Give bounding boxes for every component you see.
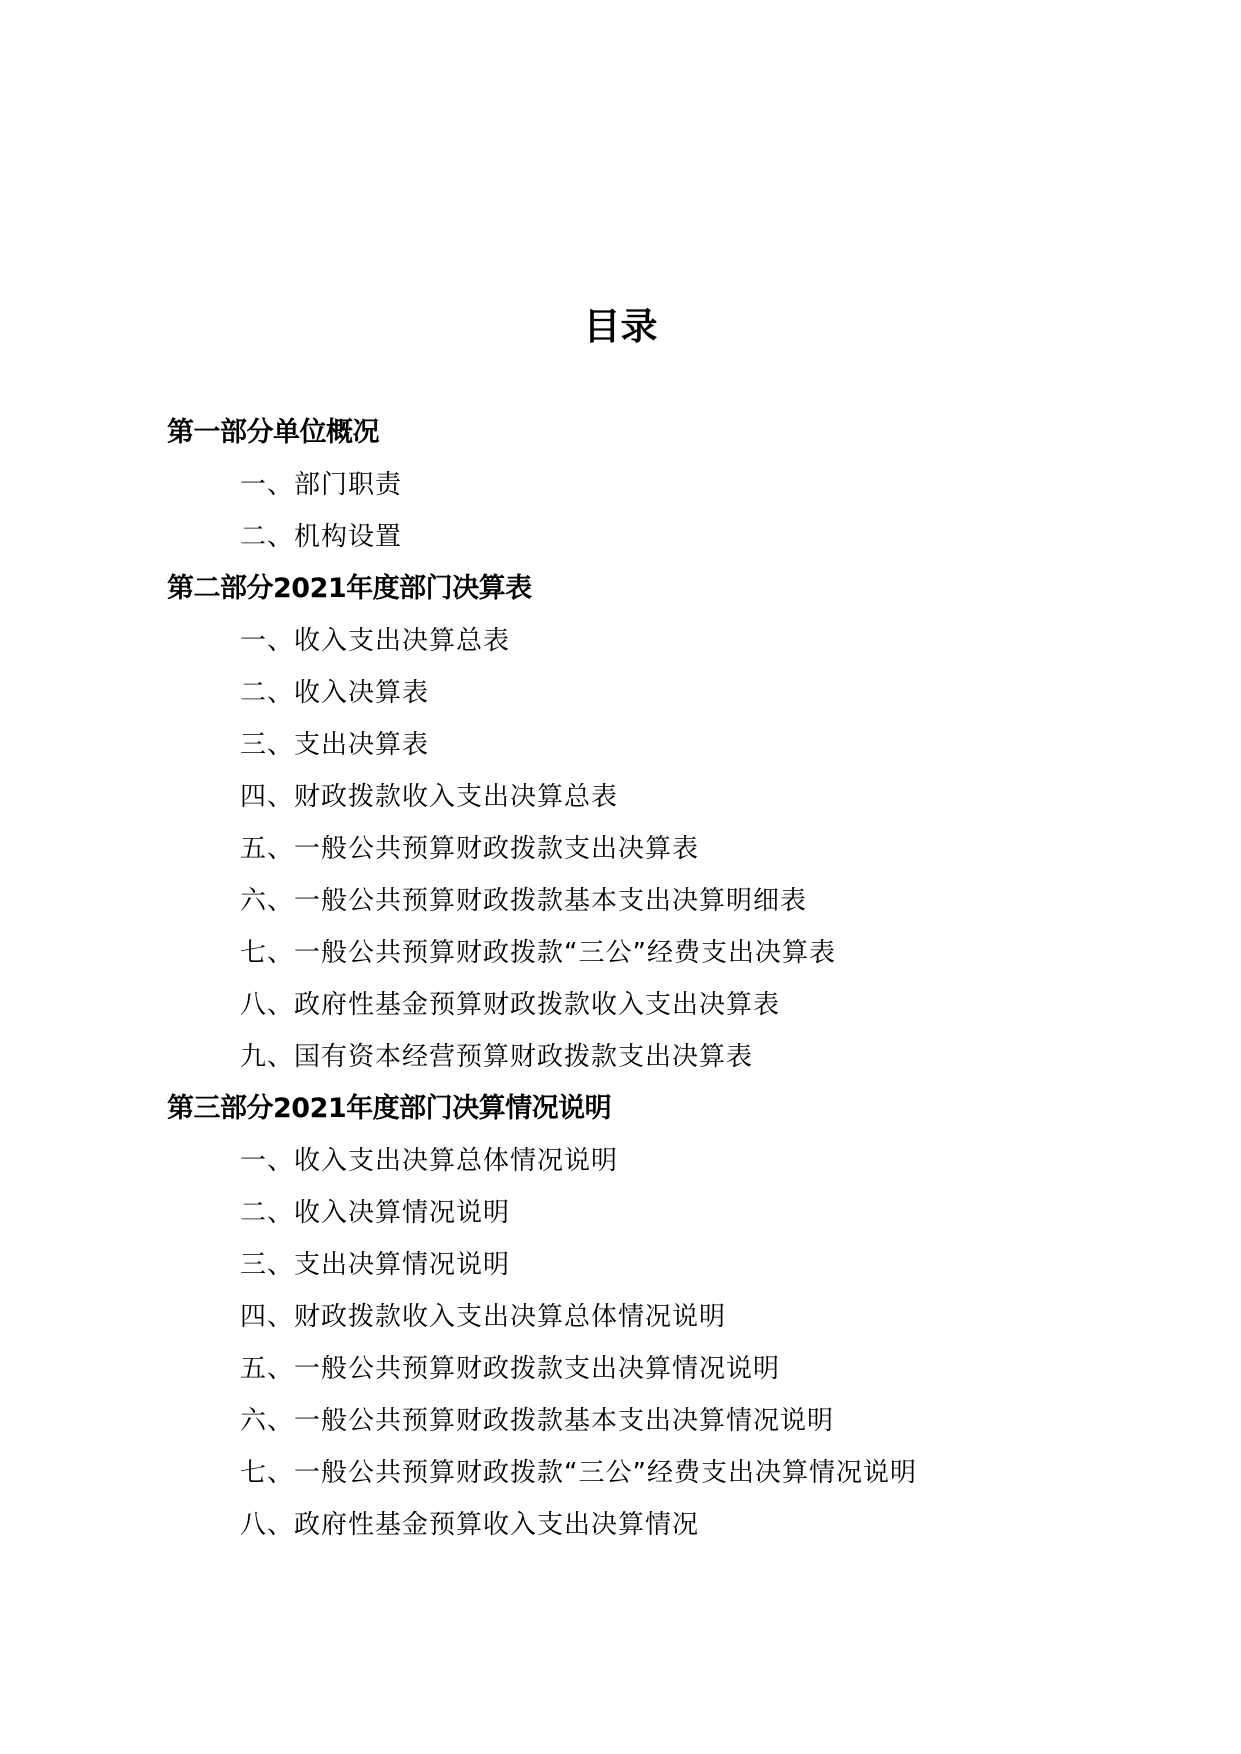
toc-part-heading[interactable]: 第一部分单位概况 xyxy=(167,417,379,448)
toc-item[interactable]: 七、一般公共预算财政拨款“三公”经费支出决算表 xyxy=(240,938,836,968)
toc-item[interactable]: 一、收入支出决算总表 xyxy=(240,626,511,656)
toc-item[interactable]: 一、收入支出决算总体情况说明 xyxy=(240,1146,619,1176)
toc-item[interactable]: 三、支出决算表 xyxy=(240,730,430,760)
toc-item[interactable]: 七、一般公共预算财政拨款“三公”经费支出决算情况说明 xyxy=(240,1458,917,1488)
toc-item[interactable]: 八、政府性基金预算收入支出决算情况 xyxy=(240,1510,700,1540)
toc-item[interactable]: 六、一般公共预算财政拨款基本支出决算明细表 xyxy=(240,886,808,916)
toc-item[interactable]: 九、国有资本经营预算财政拨款支出决算表 xyxy=(240,1042,754,1072)
toc-item[interactable]: 四、财政拨款收入支出决算总体情况说明 xyxy=(240,1302,727,1332)
toc-item[interactable]: 四、财政拨款收入支出决算总表 xyxy=(240,782,619,812)
toc-item[interactable]: 六、一般公共预算财政拨款基本支出决算情况说明 xyxy=(240,1406,835,1436)
table-of-contents xyxy=(167,407,1181,1551)
toc-item[interactable]: 五、一般公共预算财政拨款支出决算表 xyxy=(240,834,700,864)
toc-item[interactable]: 二、收入决算表 xyxy=(240,678,430,708)
page-title: 目录 xyxy=(583,305,658,348)
toc-item[interactable]: 二、收入决算情况说明 xyxy=(240,1198,511,1228)
toc-item[interactable]: 二、机构设置 xyxy=(240,522,403,552)
toc-item[interactable]: 五、一般公共预算财政拨款支出决算情况说明 xyxy=(240,1354,781,1384)
toc-part-heading[interactable]: 第二部分2021年度部门决算表 xyxy=(167,573,532,604)
toc-part-heading[interactable]: 第三部分2021年度部门决算情况说明 xyxy=(167,1093,612,1124)
toc-item[interactable]: 三、支出决算情况说明 xyxy=(240,1250,511,1280)
toc-item[interactable]: 八、政府性基金预算财政拨款收入支出决算表 xyxy=(240,990,781,1020)
toc-item[interactable]: 一、部门职责 xyxy=(240,470,403,500)
